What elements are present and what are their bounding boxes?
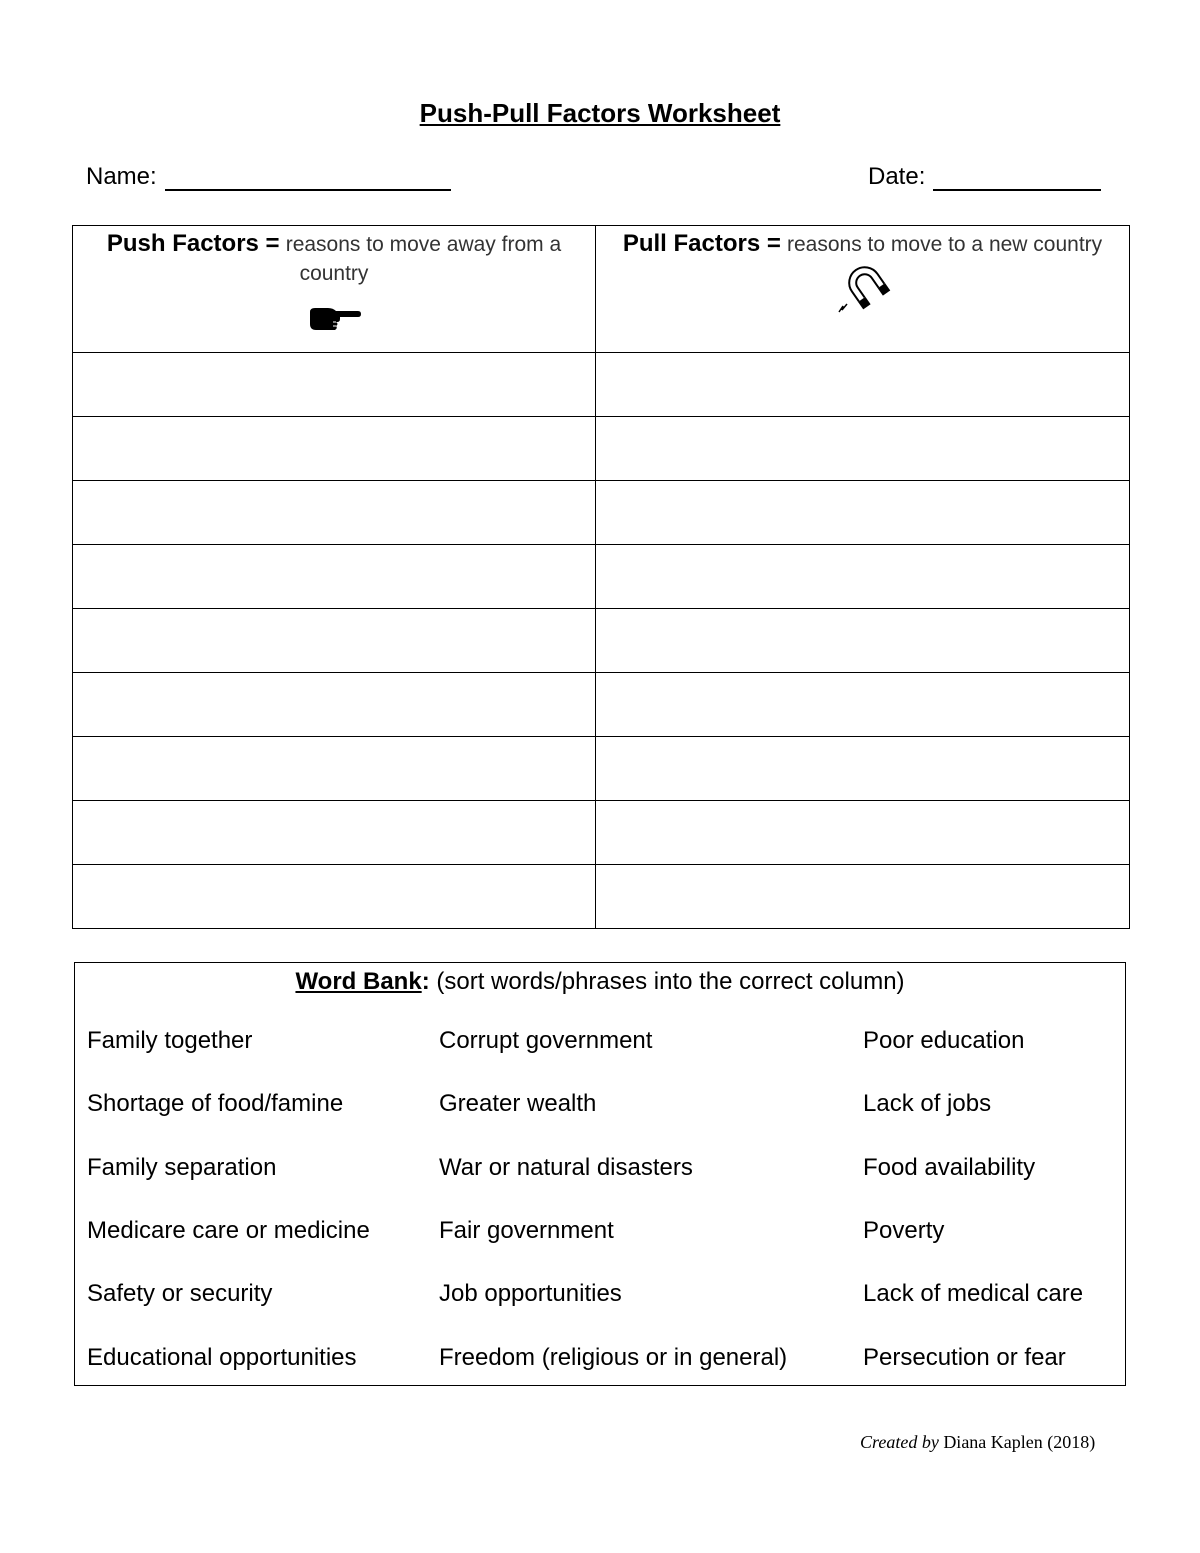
name-blank-line[interactable] [165, 165, 451, 191]
pull-factors-label: Pull Factors = [622, 230, 781, 257]
date-field-row [868, 163, 1101, 191]
word-bank-title [75, 968, 1125, 996]
word-bank-item: Job opportunities [439, 1280, 622, 1308]
word-bank-item: Food availability [863, 1153, 1036, 1181]
word-bank-colon: : [421, 968, 430, 995]
pull-answer-cell[interactable] [596, 545, 1130, 609]
pull-answer-cell[interactable] [596, 673, 1130, 737]
pull-factors-description: reasons to move to a new country [787, 233, 1103, 256]
push-factors-header [73, 226, 596, 353]
pull-answer-cell[interactable] [596, 417, 1130, 481]
magnet-icon [833, 264, 893, 316]
answer-row [73, 865, 1130, 929]
word-bank-instruction: (sort words/phrases into the correct column) [436, 968, 905, 995]
name-label: Name: [86, 163, 157, 190]
push-answer-cell[interactable] [73, 801, 596, 865]
push-answer-cell[interactable] [73, 545, 596, 609]
word-bank-item: Persecution or fear [863, 1343, 1066, 1371]
pull-answer-cell[interactable] [596, 609, 1130, 673]
answer-row [73, 417, 1130, 481]
credit-author: Diana Kaplen (2018) [943, 1432, 1096, 1452]
answer-row [73, 609, 1130, 673]
push-answer-cell[interactable] [73, 609, 596, 673]
word-bank-item: Shortage of food/famine [87, 1090, 344, 1118]
answer-row [73, 673, 1130, 737]
word-bank-item: Greater wealth [439, 1090, 597, 1118]
push-answer-cell[interactable] [73, 417, 596, 481]
credit-line [860, 1432, 1095, 1453]
date-label: Date: [868, 163, 926, 190]
word-bank [74, 962, 1126, 1386]
page-title: Push-Pull Factors Worksheet [419, 98, 781, 128]
push-answer-cell[interactable] [73, 353, 596, 417]
push-pull-table [72, 225, 1130, 929]
name-field-row [86, 163, 451, 191]
word-bank-item: Poor education [863, 1027, 1025, 1054]
push-answer-cell[interactable] [73, 737, 596, 801]
answer-row [73, 737, 1130, 801]
word-bank-item: War or natural disasters [439, 1153, 693, 1181]
pull-answer-cell[interactable] [596, 865, 1130, 929]
push-factors-label: Push Factors = [106, 230, 280, 257]
push-factors-description: reasons to move away from a country [285, 233, 562, 285]
pointing-hand-icon [306, 304, 362, 334]
word-bank-item: Poverty [863, 1216, 945, 1244]
pull-answer-cell[interactable] [596, 737, 1130, 801]
word-bank-item: Safety or security [87, 1280, 273, 1308]
word-bank-item: Educational opportunities [87, 1343, 357, 1371]
answer-row [73, 353, 1130, 417]
word-bank-item: Family together [87, 1027, 253, 1054]
push-answer-cell[interactable] [73, 673, 596, 737]
word-bank-item: Medicare care or medicine [87, 1216, 370, 1244]
word-bank-item: Family separation [87, 1153, 277, 1181]
credit-prefix: Created by [860, 1432, 939, 1452]
word-bank-item: Fair government [439, 1216, 614, 1244]
pull-answer-cell[interactable] [596, 481, 1130, 545]
push-answer-cell[interactable] [73, 481, 596, 545]
pull-answer-cell[interactable] [596, 801, 1130, 865]
pull-factors-header [596, 226, 1130, 353]
date-blank-line[interactable] [933, 165, 1101, 191]
answer-row [73, 801, 1130, 865]
pull-answer-cell[interactable] [596, 353, 1130, 417]
push-answer-cell[interactable] [73, 865, 596, 929]
word-bank-item: Freedom (religious or in general) [439, 1343, 788, 1371]
word-bank-item: Corrupt government [439, 1027, 653, 1054]
word-bank-item: Lack of jobs [863, 1090, 992, 1118]
word-bank-label: Word Bank [295, 968, 422, 995]
answer-row [73, 545, 1130, 609]
word-bank-item: Lack of medical care [863, 1280, 1084, 1308]
answer-row [73, 481, 1130, 545]
